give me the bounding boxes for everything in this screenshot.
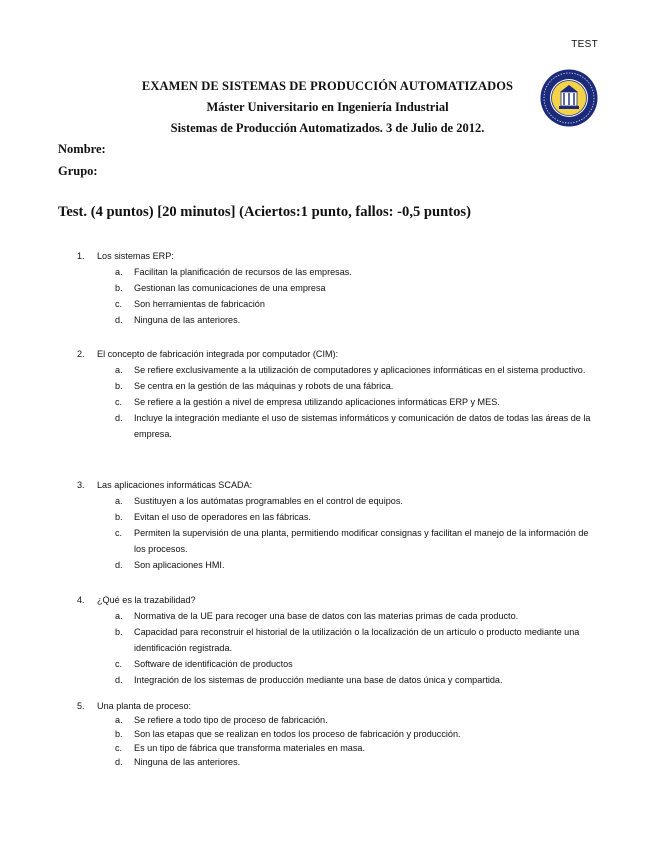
question-text: El concepto de fabricación integrada por computador (CIM): [97,349,339,359]
option-letter: b. [115,512,123,522]
exam-title: EXAMEN DE SISTEMAS DE PRODUCCIÓN AUTOMATIZADOS [141,79,514,93]
student-fields [58,138,106,182]
option-text: Se refiere exclusivamente a la utilización de computadores y aplicaciones informáticas en el sistema productivo. [134,365,586,375]
answer-option [77,624,602,656]
option-text: Normativa de la UE para recoger una base de datos con las materias primas de cada producto. [134,611,519,621]
option-letter: a. [115,715,123,725]
answer-option [77,741,602,755]
option-text: Evitan el uso de operadores en las fábricas. [134,512,311,522]
program-title: Máster Universitario en Ingeniería Industrial [206,100,449,114]
option-text: Gestionan las comunicaciones de una empresa [134,283,326,293]
question [77,592,602,688]
option-text: Se refiere a la gestión a nivel de empresa utilizando aplicaciones informáticas ERP y MES. [134,397,500,407]
question-number: 2. [77,349,85,359]
question [77,248,602,328]
option-text: Sustituyen a los autómatas programables en el control de equipos. [134,496,403,506]
option-letter: c. [115,299,123,309]
answer-option [77,362,602,378]
question-number: 5. [77,701,85,711]
option-letter: c. [115,743,123,753]
question-text: Las aplicaciones informáticas SCADA: [97,480,253,490]
answer-option [77,755,602,769]
answer-options [77,608,602,688]
question-stem [77,248,602,264]
answer-options [77,493,602,573]
answer-option [77,672,602,688]
answer-option [77,525,602,557]
option-letter: a. [115,496,123,506]
option-text: Permiten la supervisión de una planta, permitiendo modificar consignas y facilitan el manejo de la información de los procesos. [134,528,589,554]
option-text: Son herramientas de fabricación [134,299,265,309]
answer-option [77,557,602,573]
answer-option [77,312,602,328]
option-letter: b. [115,283,123,293]
option-letter: b. [115,627,123,637]
question-number: 1. [77,251,85,261]
university-seal-icon [539,68,599,128]
option-letter: d. [115,560,123,570]
answer-option [77,264,602,280]
answer-option [77,509,602,525]
test-section-title: Test. (4 puntos) [20 minutos] (Aciertos:1 punto, fallos: -0,5 puntos) [58,204,471,220]
title-block [100,76,555,139]
option-text: Se centra en la gestión de las máquinas y robots de una fábrica. [134,381,394,391]
question-number: 4. [77,595,85,605]
option-letter: a. [115,365,123,375]
question-stem [77,592,602,608]
answer-option [77,608,602,624]
question-stem [77,346,602,362]
answer-options [77,362,602,442]
option-text: Facilitan la planificación de recursos de las empresas. [134,267,352,277]
option-text: Se refiere a todo tipo de proceso de fabricación. [134,715,328,725]
question [77,477,602,573]
question-text: Una planta de proceso: [97,701,192,711]
option-text: Ninguna de las anteriores. [134,315,241,325]
option-letter: b. [115,381,123,391]
question-stem [77,477,602,493]
option-text: Son aplicaciones HMI. [134,560,225,570]
option-text: Incluye la integración mediante el uso de sistemas informáticos y comunicación de datos de todas las áreas de la empresa. [134,413,591,439]
answer-option [77,493,602,509]
question [77,699,602,769]
answer-option [77,713,602,727]
answer-option [77,378,602,394]
question-text: Los sistemas ERP: [97,251,174,261]
option-text: Software de identificación de productos [134,659,293,669]
answer-options [77,713,602,769]
option-text: Es un tipo de fábrica que transforma materiales en masa. [134,743,365,753]
option-text: Capacidad para reconstruir el historial de la utilización o la localización de un artículo o producto mediante una identificación registrada. [134,627,580,653]
answer-option [77,394,602,410]
option-text: Integración de los sistemas de producción mediante una base de datos única y compartida. [134,675,503,685]
option-text: Ninguna de las anteriores. [134,757,241,767]
option-letter: c. [115,397,123,407]
question-text: ¿Qué es la trazabilidad? [97,595,196,605]
group-field-label: Grupo: [58,164,98,178]
option-letter: d. [115,315,123,325]
option-text: Son las etapas que se realizan en todos los proceso de fabricación y producción. [134,729,461,739]
option-letter: d. [115,757,123,767]
course-title: Sistemas de Producción Automatizados. 3 de Julio de 2012. [170,121,485,135]
header-tag: TEST [571,39,598,50]
answer-option [77,296,602,312]
option-letter: a. [115,267,123,277]
option-letter: c. [115,528,123,538]
question [77,346,602,442]
name-field-label: Nombre: [58,142,106,156]
answer-option [77,410,602,442]
option-letter: c. [115,659,123,669]
option-letter: d. [115,675,123,685]
option-letter: d. [115,413,123,423]
question-number: 3. [77,480,85,490]
option-letter: b. [115,729,123,739]
option-letter: a. [115,611,123,621]
answer-option [77,656,602,672]
answer-option [77,727,602,741]
answer-option [77,280,602,296]
question-stem [77,699,602,713]
answer-options [77,264,602,328]
